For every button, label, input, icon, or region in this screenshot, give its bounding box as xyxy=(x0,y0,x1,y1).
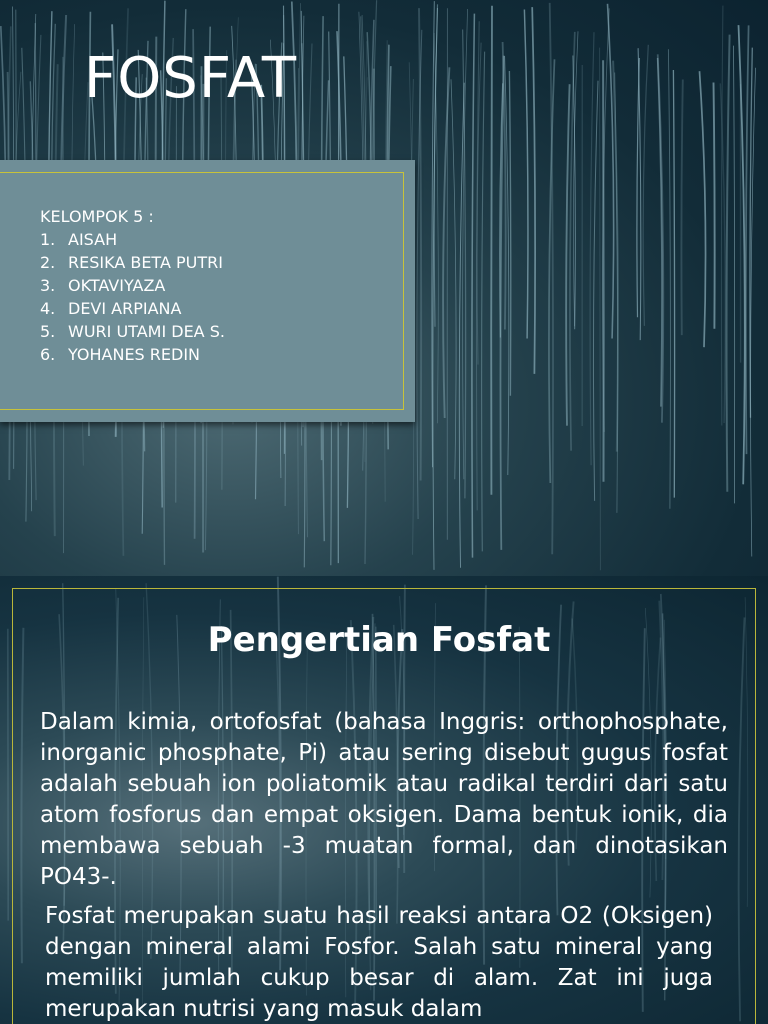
section-heading: Pengertian Fosfat xyxy=(207,620,551,660)
member-name: WURI UTAMI DEA S. xyxy=(68,322,225,341)
background-streak xyxy=(8,629,9,921)
background-streak xyxy=(524,10,528,339)
background-streak xyxy=(600,48,601,571)
background-streak xyxy=(472,14,474,558)
background-streak xyxy=(491,6,492,495)
background-streak xyxy=(593,81,598,501)
member-item xyxy=(40,274,225,297)
background-streak xyxy=(419,8,421,480)
background-streak xyxy=(482,52,485,552)
member-number: 3. xyxy=(40,276,56,295)
background-streak xyxy=(532,7,535,374)
group-members-box xyxy=(0,160,415,422)
background-streak xyxy=(608,4,614,339)
background-streak xyxy=(509,71,510,396)
background-streak xyxy=(459,83,464,568)
member-item xyxy=(40,251,225,274)
slide-definition xyxy=(0,576,768,1024)
background-streak xyxy=(746,25,749,454)
background-streak xyxy=(643,45,648,326)
background-streak xyxy=(566,84,569,426)
background-streak xyxy=(668,49,670,509)
background-streak xyxy=(734,46,735,504)
description-paragraph: Fosfat merupakan suatu hasil reaksi antara O2 (Oksigen) dengan mineral alami Fosfor. Salah satu mineral yang memiliki jumlah cukup besar di alam. Zat ini juga merupakan nutrisi yang masuk dalam xyxy=(45,903,713,1022)
member-name: YOHANES REDIN xyxy=(68,345,201,364)
member-number: 2. xyxy=(40,253,56,272)
group-label: KELOMPOK 5 : xyxy=(40,207,154,226)
member-item xyxy=(40,320,225,343)
background-streak xyxy=(658,58,662,407)
background-streak xyxy=(721,6,722,426)
member-list xyxy=(40,228,225,366)
group-members-text xyxy=(40,205,225,366)
background-streak xyxy=(727,35,730,492)
member-name: AISAH xyxy=(68,230,118,249)
background-streak xyxy=(673,70,674,498)
definition-paragraph: Dalam kimia, ortofosfat (bahasa Inggris: orthophosphate, inorganic phosphate, Pi) atau sering disebut gugus fosfat adalah sebuah ion poliatomik atau radikal terdiri dari satu atom fosforus dan empat oksigen. Dama bentuk ionik, dia membawa sebuah -3 muatan formal, dan dinotasikan PO43-. xyxy=(40,709,728,890)
member-name: OKTAVIYAZA xyxy=(68,276,166,295)
background-streak xyxy=(443,67,449,418)
background-streak xyxy=(603,60,604,482)
member-item xyxy=(40,343,225,366)
background-streak xyxy=(700,71,706,347)
member-number: 4. xyxy=(40,299,56,318)
member-item xyxy=(40,297,225,320)
member-name: RESIKA BETA PUTRI xyxy=(68,253,223,272)
member-number: 6. xyxy=(40,345,56,364)
background-streak xyxy=(451,79,456,479)
member-number: 5. xyxy=(40,322,56,341)
background-streak xyxy=(739,25,745,484)
slide-title-text: FOSFAT xyxy=(84,46,298,111)
background-streak xyxy=(714,83,715,329)
member-name: DEVI ARPIANA xyxy=(68,299,182,318)
member-item xyxy=(40,228,225,251)
member-number: 1. xyxy=(40,230,56,249)
background-streak xyxy=(681,80,682,336)
